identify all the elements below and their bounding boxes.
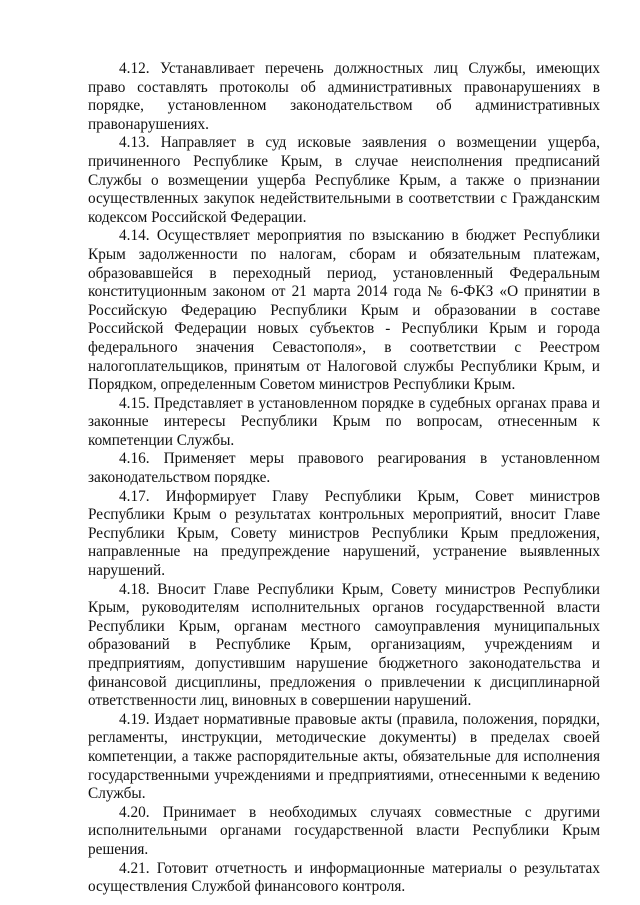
paragraph-4-13: 4.13. Направляет в суд исковые заявления о возмещении ущерба, причиненного Республике Крым, в случае неисполнения предписаний Службы о возмещении ущерба Республике Крым, а также о признании осуществленных закупок недействительными в соответствии с Гражданским кодексом Российской Федерации.	[88, 134, 600, 226]
paragraph-4-18: 4.18. Вносит Главе Республики Крым, Совету министров Республики Крым, руководителям исполнительных органов государственной власти Республики Крым, органам местного самоуправления муниципальных образований в Республике Крым, организациям, учреждениям и предприятиям, допустившим нарушение бюджетного законодательства и финансовой дисциплины, предложения о привлечении к дисциплинарной ответственности лиц, виновных в совершении нарушений.	[88, 580, 600, 710]
paragraph-4-14: 4.14. Осуществляет мероприятия по взысканию в бюджет Республики Крым задолженности по налогам, сборам и обязательным платежам, образовавшейся в переходный период, установленный Федеральным конституционным законом от 21 марта 2014 года № 6-ФКЗ «О принятии в Российскую Федерацию Республики Крым и образовании в составе Российской Федерации новых субъектов - Республики Крым и города федерального значения Севастополя», в соответствии с Реестром налогоплательщиков, принятым от Налоговой службы Республики Крым, и Порядком, определенным Советом министров Республики Крым.	[88, 227, 600, 394]
paragraph-4-19: 4.19. Издает нормативные правовые акты (правила, положения, порядки, регламенты, инструкции, методические документы) в пределах своей компетенции, а также распорядительные акты, обязательные для исполнения государственными учреждениями и предприятиями, отнесенными к ведению Службы.	[88, 710, 600, 803]
paragraph-4-20: 4.20. Принимает в необходимых случаях совместные с другими исполнительными органами государственной власти Республики Крым решения.	[88, 803, 600, 858]
paragraph-4-17: 4.17. Информирует Главу Республики Крым, Совет министров Республики Крым о результатах контрольных мероприятий, вносит Главе Республики Крым, Совету министров Республики Крым предложения, направленные на предупреждение нарушений, устранение выявленных нарушений.	[88, 487, 600, 580]
paragraph-4-16: 4.16. Применяет меры правового реагирования в установленном законодательством порядке.	[88, 450, 600, 487]
paragraph-4-15: 4.15. Представляет в установленном порядке в судебных органах права и законные интересы Республики Крым по вопросам, отнесенным к компетенции Службы.	[88, 394, 600, 449]
paragraph-4-21: 4.21. Готовит отчетность и информационные материалы о результатах осуществления Службой финансового контроля.	[88, 859, 600, 896]
document-page	[88, 60, 600, 897]
paragraph-4-12: 4.12. Устанавливает перечень должностных лиц Службы, имеющих право составлять протоколы об административных правонарушениях в порядке, установленном законодательством об административных правонарушениях.	[88, 60, 600, 133]
